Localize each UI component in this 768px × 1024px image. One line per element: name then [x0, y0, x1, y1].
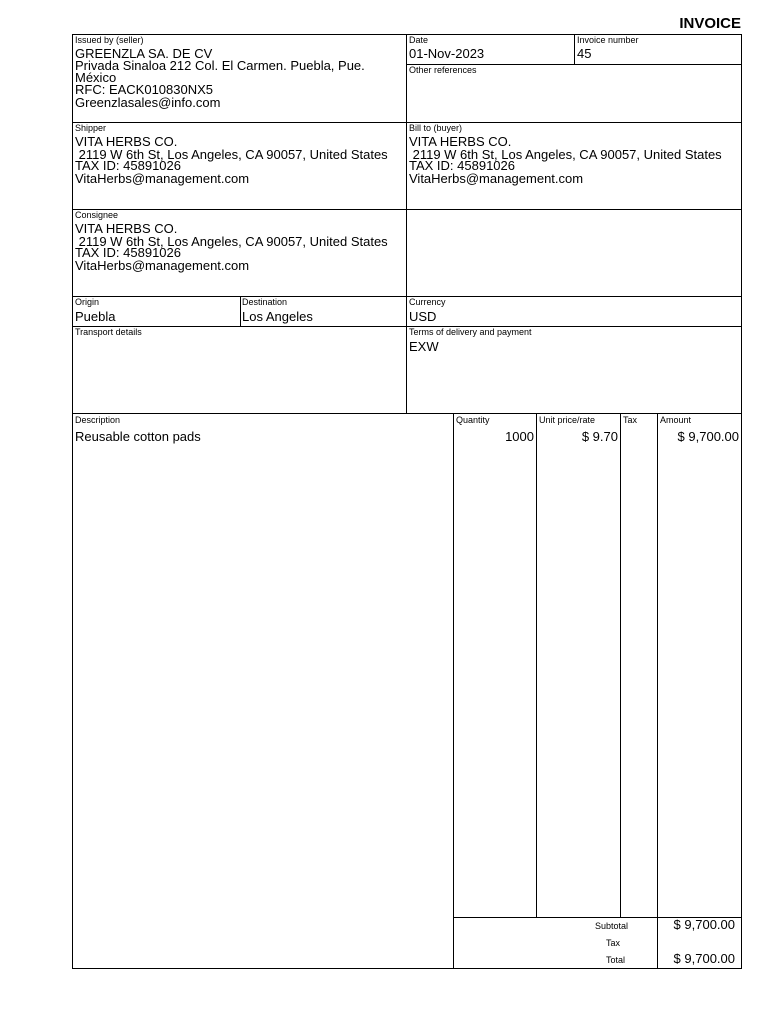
shipper-address: 2119 W 6th St, Los Angeles, CA 90057, United States [75, 147, 388, 162]
bill-to-name: VITA HERBS CO. [409, 134, 512, 149]
tax-header: Tax [623, 415, 638, 425]
unit-price-header: Unit price/rate [539, 415, 596, 425]
divider [72, 122, 742, 123]
item-quantity: 1000 [505, 429, 534, 444]
date-label: Date [409, 35, 429, 45]
item-description: Reusable cotton pads [75, 429, 201, 444]
subtotal-label: Subtotal [594, 921, 628, 931]
bill-to-address: 2119 W 6th St, Los Angeles, CA 90057, United States [409, 147, 722, 162]
divider [536, 413, 537, 917]
consignee-address: 2119 W 6th St, Los Angeles, CA 90057, United States [75, 234, 388, 249]
shipper-email: VitaHerbs@management.com [75, 171, 250, 186]
invoice-number-value: 45 [577, 46, 592, 61]
origin-label: Origin [75, 297, 100, 307]
destination-value: Los Angeles [242, 309, 313, 324]
divider [72, 326, 742, 327]
seller-country: México [75, 70, 117, 85]
bill-to-label: Bill to (buyer) [409, 123, 463, 133]
invoice-number-label: Invoice number [577, 35, 639, 45]
date-value: 01-Nov-2023 [409, 46, 485, 61]
destination-label: Destination [242, 297, 288, 307]
terms-label: Terms of delivery and payment [409, 327, 532, 337]
divider [620, 413, 621, 917]
item-amount: $ 9,700.00 [677, 429, 739, 444]
invoice-title: INVOICE [679, 15, 741, 32]
consignee-name: VITA HERBS CO. [75, 221, 178, 236]
other-references-label: Other references [409, 65, 477, 75]
seller-label: Issued by (seller) [75, 35, 144, 45]
transport-details-label: Transport details [75, 327, 142, 337]
subtotal-value: $ 9,700.00 [673, 917, 735, 932]
divider [72, 296, 742, 297]
divider [72, 413, 742, 414]
divider [72, 209, 742, 210]
consignee-label: Consignee [75, 210, 119, 220]
seller-email: Greenzlasales@info.com [75, 95, 221, 110]
shipper-tax-id: TAX ID: 45891026 [75, 158, 181, 173]
shipper-name: VITA HERBS CO. [75, 134, 178, 149]
divider [453, 413, 454, 969]
origin-value: Puebla [75, 309, 116, 324]
currency-value: USD [409, 309, 437, 324]
consignee-tax-id: TAX ID: 45891026 [75, 245, 181, 260]
divider [574, 34, 575, 64]
item-unit-price: $ 9.70 [581, 429, 618, 444]
description-header: Description [75, 415, 121, 425]
tax-total-label: Tax [606, 938, 621, 948]
total-value: $ 9,700.00 [673, 951, 735, 966]
bill-to-email: VitaHerbs@management.com [409, 171, 584, 186]
consignee-email: VitaHerbs@management.com [75, 258, 250, 273]
terms-value: EXW [409, 339, 439, 354]
bill-to-tax-id: TAX ID: 45891026 [409, 158, 515, 173]
shipper-label: Shipper [75, 123, 107, 133]
quantity-header: Quantity [456, 415, 490, 425]
amount-header: Amount [660, 415, 692, 425]
total-label: Total [606, 955, 626, 965]
divider [657, 413, 658, 969]
seller-rfc: RFC: EACK010830NX5 [75, 82, 214, 97]
divider [406, 34, 407, 413]
divider [240, 296, 241, 326]
seller-name: GREENZLA SA. DE CV [75, 46, 213, 61]
currency-label: Currency [409, 297, 446, 307]
seller-address: Privada Sinaloa 212 Col. El Carmen. Puebla, Pue. [75, 58, 365, 73]
